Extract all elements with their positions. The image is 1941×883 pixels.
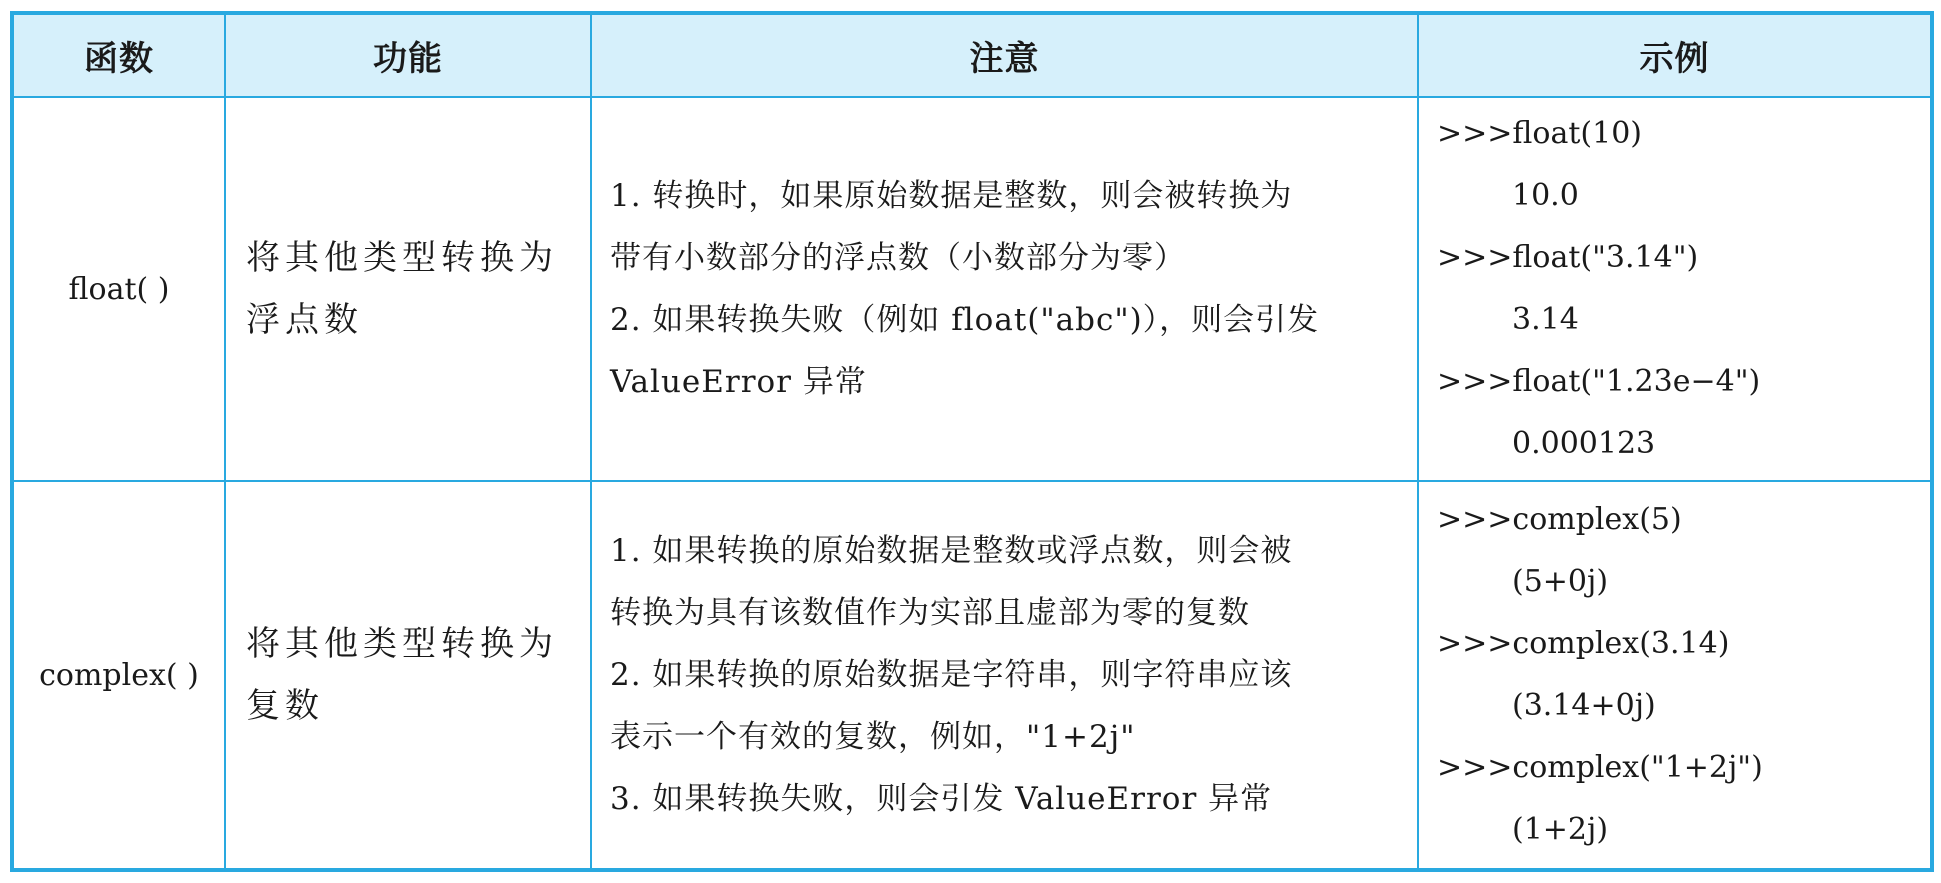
purpose-cell [225, 481, 591, 870]
example-output: 3.14 [1512, 302, 1579, 337]
header-row [12, 13, 1932, 97]
note-line: 1. 转换时，如果原始数据是整数，则会被转换为 [610, 178, 1293, 214]
example-output: 0.000123 [1512, 426, 1656, 461]
header-purpose: 功能 [225, 13, 591, 97]
example-output: (5+0j) [1512, 564, 1609, 599]
notes-cell [591, 97, 1418, 481]
note-line: 1. 如果转换的原始数据是整数或浮点数，则会被 [610, 533, 1293, 569]
example-input: >>>float(10) [1437, 116, 1643, 151]
example-input: >>>float("1.23e−4") [1437, 364, 1761, 399]
table-row-complex [12, 481, 1932, 870]
purpose-line: 将其他类型转换为 [246, 624, 558, 664]
function-reference-table [10, 11, 1934, 872]
header-function: 函数 [12, 13, 225, 97]
example-output: (3.14+0j) [1512, 688, 1656, 723]
example-input: >>>float("3.14") [1437, 240, 1699, 275]
example-input: >>>complex(5) [1437, 502, 1682, 537]
purpose-line: 复数 [246, 686, 324, 726]
note-line: 3. 如果转换失败，则会引发 ValueError 异常 [610, 781, 1273, 817]
table-row-float [12, 97, 1932, 481]
examples-cell [1418, 481, 1932, 870]
header-notes: 注意 [591, 13, 1418, 97]
purpose-line: 将其他类型转换为 [246, 238, 558, 278]
purpose-line: 浮点数 [246, 300, 363, 340]
note-line: 表示一个有效的复数，例如，"1+2j" [610, 719, 1136, 755]
note-line: 转换为具有该数值作为实部且虚部为零的复数 [610, 595, 1250, 631]
note-line: ValueError 异常 [610, 364, 867, 400]
notes-cell [591, 481, 1418, 870]
note-line: 2. 如果转换的原始数据是字符串，则字符串应该 [610, 657, 1293, 693]
example-output: 10.0 [1512, 178, 1579, 213]
example-output: (1+2j) [1512, 812, 1609, 847]
function-name-cell: float( ) [12, 97, 225, 481]
header-examples: 示例 [1418, 13, 1932, 97]
example-input: >>>complex("1+2j") [1437, 750, 1763, 785]
examples-cell [1418, 97, 1932, 481]
table-body [12, 97, 1932, 870]
purpose-cell [225, 97, 591, 481]
note-line: 带有小数部分的浮点数（小数部分为零） [610, 240, 1186, 276]
example-input: >>>complex(3.14) [1437, 626, 1730, 661]
function-name-cell: complex( ) [12, 481, 225, 870]
table-header [12, 13, 1932, 97]
note-line: 2. 如果转换失败（例如 float("abc")），则会引发 [610, 302, 1320, 338]
